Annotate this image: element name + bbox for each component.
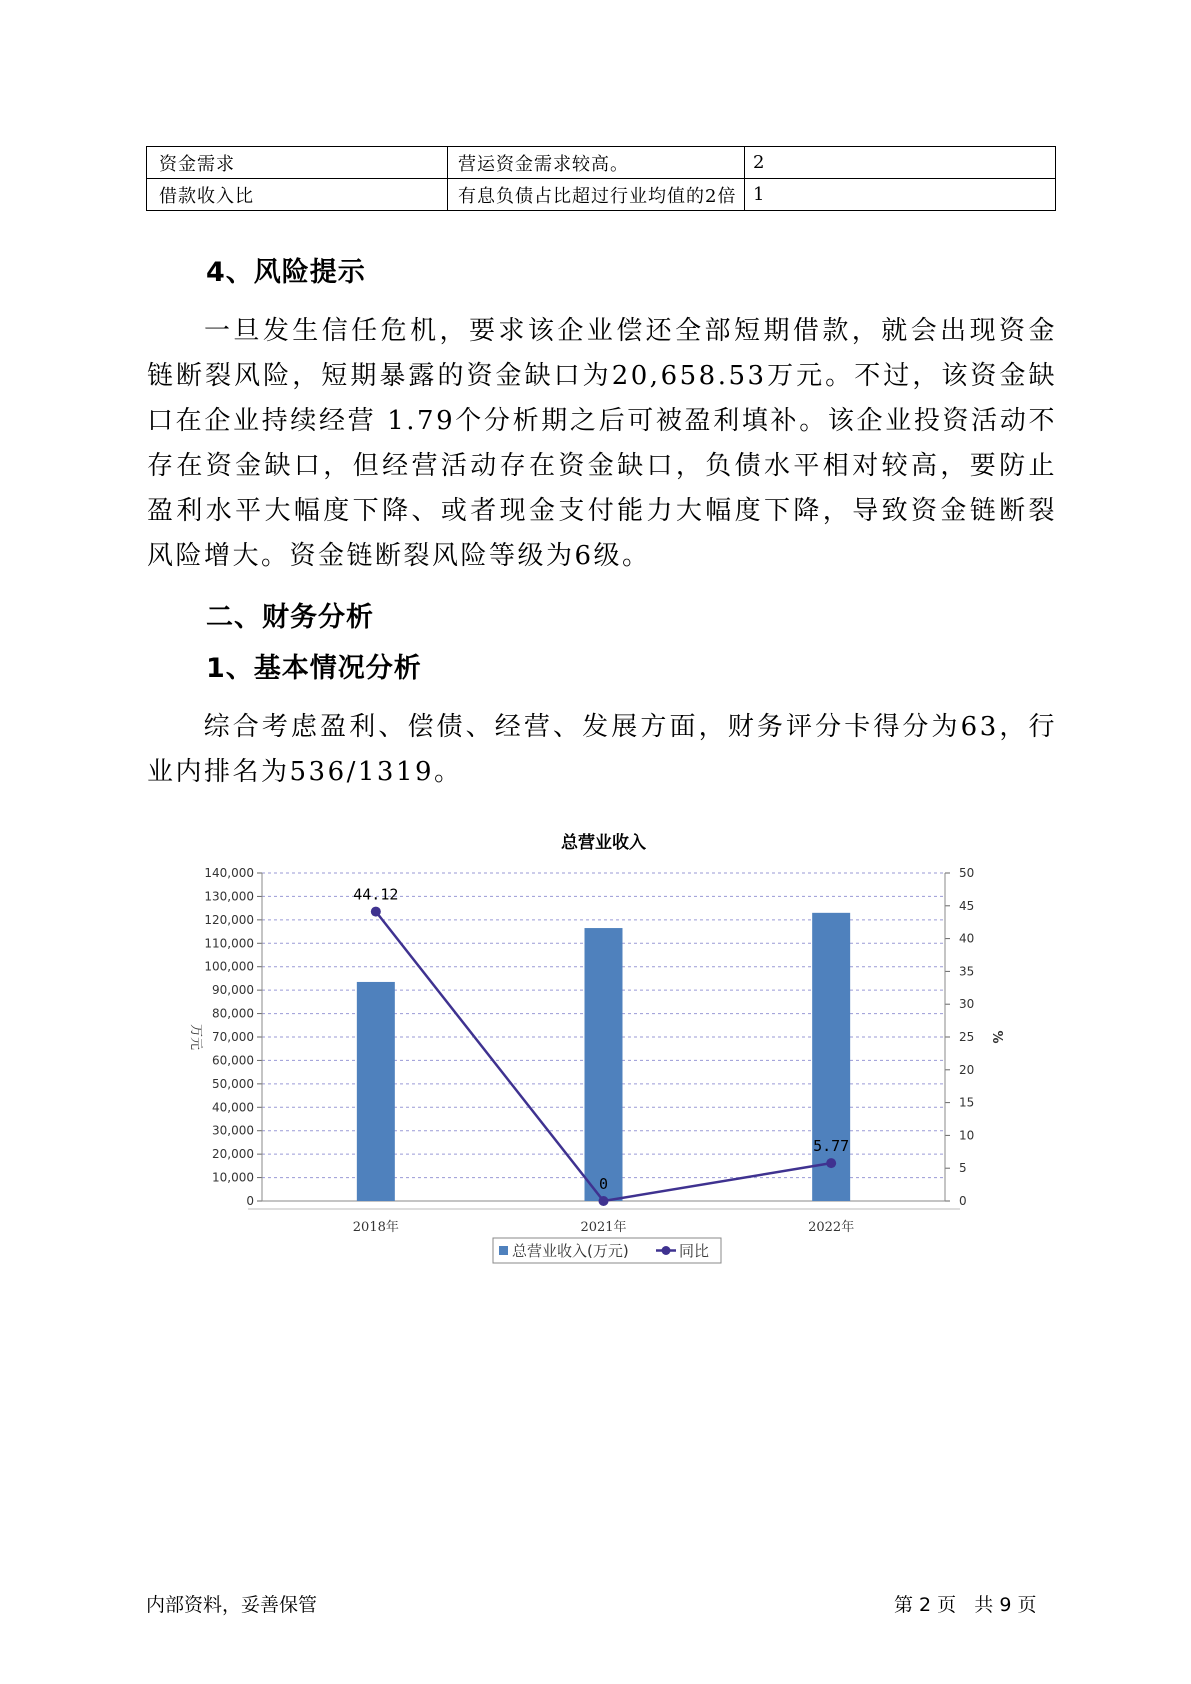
risk-paragraph	[147, 309, 1057, 579]
table-cell: 2	[745, 147, 1056, 179]
series-point	[599, 1196, 609, 1206]
y-tick-label: 130,000	[204, 889, 254, 904]
section-heading-finance: 二、财务分析	[206, 602, 374, 633]
y2-tick-label: 5	[959, 1161, 967, 1176]
y2-tick-label: 45	[959, 898, 975, 913]
y-tick-label: 140,000	[204, 866, 254, 880]
revenue-chart	[170, 818, 1030, 1278]
y-tick-label: 120,000	[204, 912, 254, 927]
data-label: 44.12	[353, 885, 399, 904]
y-tick-label: 80,000	[212, 1006, 254, 1021]
y2-tick-label: 35	[959, 964, 975, 979]
y2-axis-label: %	[989, 1030, 1004, 1044]
bar	[357, 982, 395, 1201]
y2-tick-label: 50	[959, 866, 975, 880]
y-tick-label: 110,000	[204, 936, 254, 951]
y-axis-label: 万元	[188, 1023, 203, 1051]
footer-confidential: 内部资料，妥善保管	[146, 1594, 318, 1616]
table-row	[147, 147, 1056, 179]
legend-label: 总营业收入(万元)	[512, 1242, 629, 1260]
legend-swatch-bar	[499, 1246, 508, 1255]
section-heading-risk: 4、风险提示	[206, 257, 366, 288]
table-row	[147, 179, 1056, 211]
basic-paragraph	[147, 705, 1057, 795]
section-heading-basic: 1、基本情况分析	[206, 653, 422, 684]
series-point	[371, 907, 381, 917]
x-tick-label: 2022年	[808, 1220, 855, 1235]
risk-paragraph-text: 一旦发生信任危机，要求该企业偿还全部短期借款，就会出现资金链断裂风险，短期暴露的资金缺口为20,658.53万元。不过，该资金缺口在企业持续经营 1.79个分析期之后可被盈利填补。该企业投资活动不存在资金缺口，但经营活动存在资金缺口，负债水平相对较高，要防止盈利水平大幅度下降、或者现金支付能力大幅度下降，导致资金链断裂风险增大。资金链断裂风险等级为6级。	[147, 316, 1057, 571]
data-label: 0	[598, 1175, 609, 1193]
x-tick-label: 2021年	[580, 1220, 627, 1235]
y2-tick-label: 40	[959, 931, 975, 946]
y2-tick-label: 15	[959, 1095, 975, 1110]
table-cell: 有息负债占比超过行业均值的2倍	[448, 179, 745, 211]
data-label: 5.77	[813, 1137, 850, 1156]
bar	[812, 913, 850, 1201]
y-tick-label: 60,000	[212, 1053, 254, 1068]
footer-page-number: 第 2 页 共 9 页	[894, 1594, 1037, 1616]
y-tick-label: 90,000	[212, 983, 254, 998]
table-cell: 借款收入比	[147, 179, 448, 211]
risk-table	[146, 146, 1056, 211]
x-tick-label: 2018年	[352, 1220, 399, 1235]
y2-tick-label: 0	[959, 1194, 967, 1208]
y-tick-label: 40,000	[212, 1100, 254, 1115]
y-tick-label: 70,000	[212, 1030, 254, 1044]
y-tick-label: 10,000	[212, 1170, 254, 1185]
y-tick-label: 100,000	[204, 959, 254, 974]
bar	[585, 928, 623, 1201]
series-point	[826, 1158, 836, 1168]
y-tick-label: 0	[246, 1194, 254, 1208]
table-cell: 资金需求	[147, 147, 448, 179]
table-cell: 1	[745, 179, 1056, 211]
chart-title: 总营业收入	[561, 833, 646, 853]
table-cell: 营运资金需求较高。	[448, 147, 745, 179]
legend-swatch-point	[662, 1246, 671, 1255]
y-tick-label: 30,000	[212, 1123, 254, 1138]
y2-tick-label: 30	[959, 997, 975, 1012]
y2-tick-label: 10	[959, 1128, 975, 1143]
y-tick-label: 20,000	[212, 1147, 254, 1162]
basic-paragraph-text: 综合考虑盈利、偿债、经营、发展方面，财务评分卡得分为63，行业内排名为536/1319。	[147, 712, 1057, 787]
y2-tick-label: 25	[959, 1030, 975, 1044]
y2-tick-label: 20	[959, 1062, 975, 1077]
legend-label: 同比	[679, 1242, 710, 1260]
y-tick-label: 50,000	[212, 1076, 254, 1091]
